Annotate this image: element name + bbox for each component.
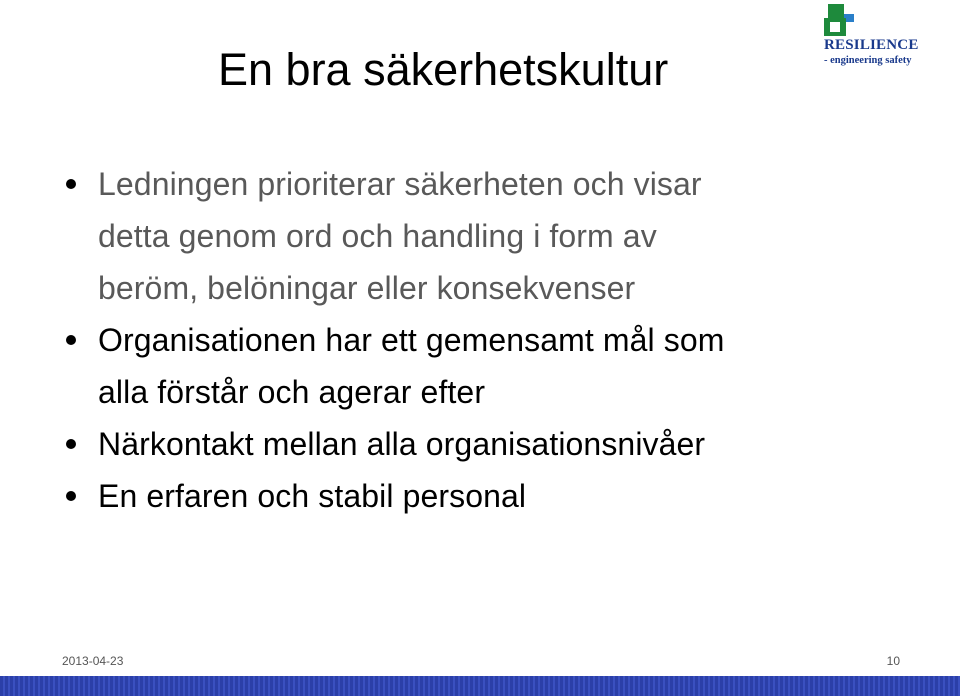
logo-tagline: - engineering safety — [824, 55, 912, 66]
bullet-line: Närkontakt mellan alla organisationsnivåer — [98, 426, 706, 462]
footer-bar — [0, 676, 960, 696]
resilience-logo — [818, 4, 922, 72]
bullet-item — [58, 418, 878, 470]
bullet-line: beröm, belöningar eller konsekvenser — [98, 270, 636, 306]
logo-name: RESILIENCE — [824, 37, 919, 53]
bullet-line: Organisationen har ett gemensamt mål som — [98, 322, 725, 358]
bullet-dot-icon — [66, 439, 76, 449]
slide-title: En bra säkerhetskultur — [218, 44, 669, 95]
bullet-line: alla förstår och agerar efter — [98, 374, 486, 410]
bullet-item — [58, 470, 878, 522]
resilience-logo-icon — [824, 4, 856, 38]
bullet-item — [58, 314, 878, 418]
bullet-dot-icon — [66, 491, 76, 501]
footer-page-number: 10 — [886, 654, 900, 668]
bullet-line: detta genom ord och handling i form av — [98, 218, 657, 254]
bullet-line: Ledningen prioriterar säkerheten och visar — [98, 166, 702, 202]
bullet-line: En erfaren och stabil personal — [98, 478, 527, 514]
bullet-dot-icon — [66, 179, 76, 189]
bullet-dot-icon — [66, 335, 76, 345]
footer-date: 2013-04-23 — [62, 654, 124, 668]
bullet-list — [58, 158, 878, 522]
bullet-item — [58, 158, 878, 314]
